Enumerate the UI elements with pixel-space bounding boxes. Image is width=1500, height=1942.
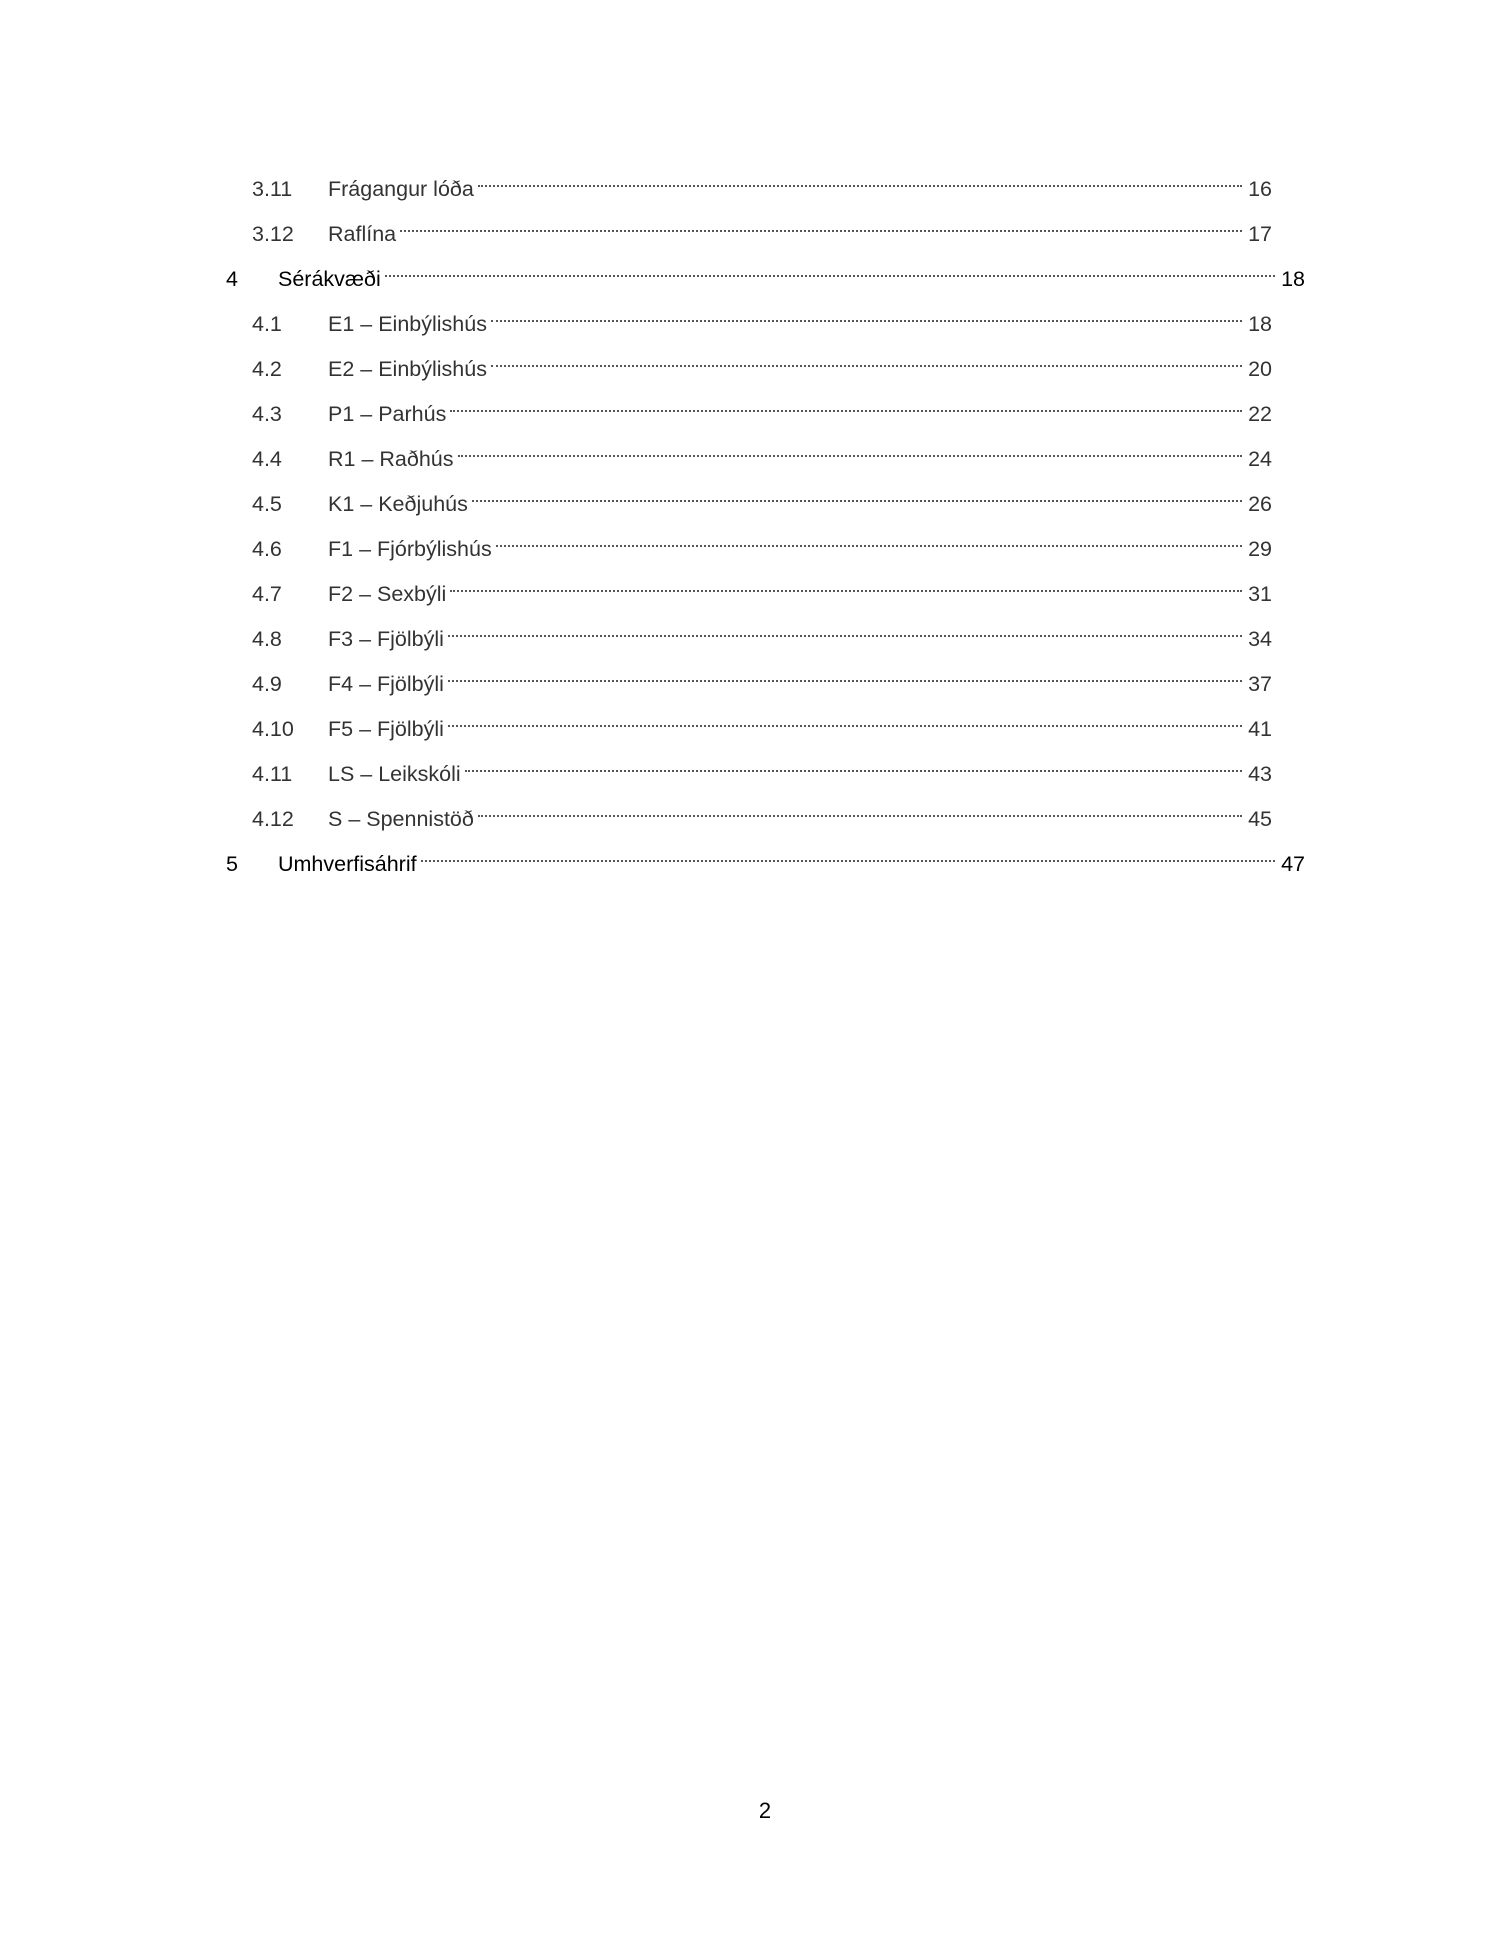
toc-entry-title: F3 – Fjölbýli: [328, 627, 444, 651]
toc-entry-number: 4.6: [252, 537, 282, 561]
toc-entry-number: 4.1: [252, 312, 282, 336]
toc-entry-5[interactable]: [226, 837, 1305, 876]
toc-entry-title: Umhverfisáhrif: [278, 852, 417, 876]
toc-entry-page: 18: [1248, 312, 1272, 336]
toc-entry-number: 4.12: [252, 807, 294, 831]
toc-entry-page: 18: [1281, 267, 1305, 291]
dot-leader: [400, 207, 1242, 241]
toc-entry-page: 16: [1248, 177, 1272, 201]
toc-entry-4-5[interactable]: [252, 477, 1272, 516]
toc-entry-page: 47: [1281, 852, 1305, 876]
toc-entry-number: 4.5: [252, 492, 282, 516]
toc-entry-4-9[interactable]: [252, 657, 1272, 696]
toc-entry-title: F2 – Sexbýli: [328, 582, 447, 606]
dot-leader: [421, 837, 1275, 871]
toc-entry-4-12[interactable]: [252, 792, 1272, 831]
toc-entry-3-11[interactable]: [252, 162, 1272, 201]
toc-entry-4-2[interactable]: [252, 342, 1272, 381]
toc-entry-4-4[interactable]: [252, 432, 1272, 471]
toc-entry-number: 4.3: [252, 402, 282, 426]
toc-entry-4-11[interactable]: [252, 747, 1272, 786]
toc-entry-number: 4.9: [252, 672, 282, 696]
toc-entry-number: 4.10: [252, 717, 294, 741]
toc-entry-number: 4.7: [252, 582, 282, 606]
toc-entry-page: 20: [1248, 357, 1272, 381]
toc-entry-page: 29: [1248, 537, 1272, 561]
toc-entry-title: F1 – Fjórbýlishús: [328, 537, 492, 561]
dot-leader: [478, 162, 1242, 196]
toc-entry-page: 31: [1248, 582, 1272, 606]
toc-entry-number: 4: [226, 267, 238, 291]
toc-entry-page: 43: [1248, 762, 1272, 786]
dot-leader: [472, 477, 1242, 511]
dot-leader: [450, 567, 1242, 601]
toc-entry-title: F5 – Fjölbýli: [328, 717, 444, 741]
toc-entry-page: 26: [1248, 492, 1272, 516]
page-number: 2: [758, 1798, 772, 1823]
toc-entry-title: Frágangur lóða: [328, 177, 474, 201]
toc-entry-number: 4.2: [252, 357, 282, 381]
toc-entry-title: Sérákvæði: [278, 267, 381, 291]
toc-entry-4-8[interactable]: [252, 612, 1272, 651]
toc-entry-title: E1 – Einbýlishús: [328, 312, 487, 336]
dot-leader: [491, 297, 1242, 331]
dot-leader: [458, 432, 1243, 466]
toc-entry-page: 22: [1248, 402, 1272, 426]
toc-entry-page: 41: [1248, 717, 1272, 741]
toc-entry-title: Raflína: [328, 222, 397, 246]
toc-entry-4-7[interactable]: [252, 567, 1272, 606]
toc-entry-number: 5: [226, 852, 238, 876]
dot-leader: [491, 342, 1242, 376]
toc-entry-title: K1 – Keðjuhús: [328, 492, 468, 516]
dot-leader: [465, 747, 1242, 781]
toc-entry-page: 17: [1248, 222, 1272, 246]
toc-entry-number: 3.12: [252, 222, 294, 246]
toc-entry-page: 45: [1248, 807, 1272, 831]
toc-entry-4-6[interactable]: [252, 522, 1272, 561]
toc-entry-3-12[interactable]: [252, 207, 1272, 246]
dot-leader: [478, 792, 1242, 826]
toc-entry-title: R1 – Raðhús: [328, 447, 454, 471]
toc-entry-title: F4 – Fjölbýli: [328, 672, 444, 696]
toc-entry-title: E2 – Einbýlishús: [328, 357, 487, 381]
toc-entry-4[interactable]: [226, 252, 1305, 291]
toc-entry-page: 37: [1248, 672, 1272, 696]
dot-leader: [496, 522, 1242, 556]
toc-entry-number: 4.8: [252, 627, 282, 651]
dot-leader: [448, 702, 1242, 736]
toc-entry-number: 4.11: [252, 762, 293, 786]
toc-entry-4-1[interactable]: [252, 297, 1272, 336]
toc-entry-page: 34: [1248, 627, 1272, 651]
toc-entry-title: S – Spennistöð: [328, 807, 474, 831]
toc-entry-number: 3.11: [252, 177, 293, 201]
toc-entry-4-10[interactable]: [252, 702, 1272, 741]
dot-leader: [450, 387, 1242, 421]
toc-entry-number: 4.4: [252, 447, 282, 471]
dot-leader: [448, 657, 1242, 691]
toc-entry-title: LS – Leikskóli: [328, 762, 461, 786]
toc-entry-4-3[interactable]: [252, 387, 1272, 426]
dot-leader: [448, 612, 1242, 646]
toc-entry-title: P1 – Parhús: [328, 402, 447, 426]
toc-entry-page: 24: [1248, 447, 1272, 471]
dot-leader: [385, 252, 1275, 286]
